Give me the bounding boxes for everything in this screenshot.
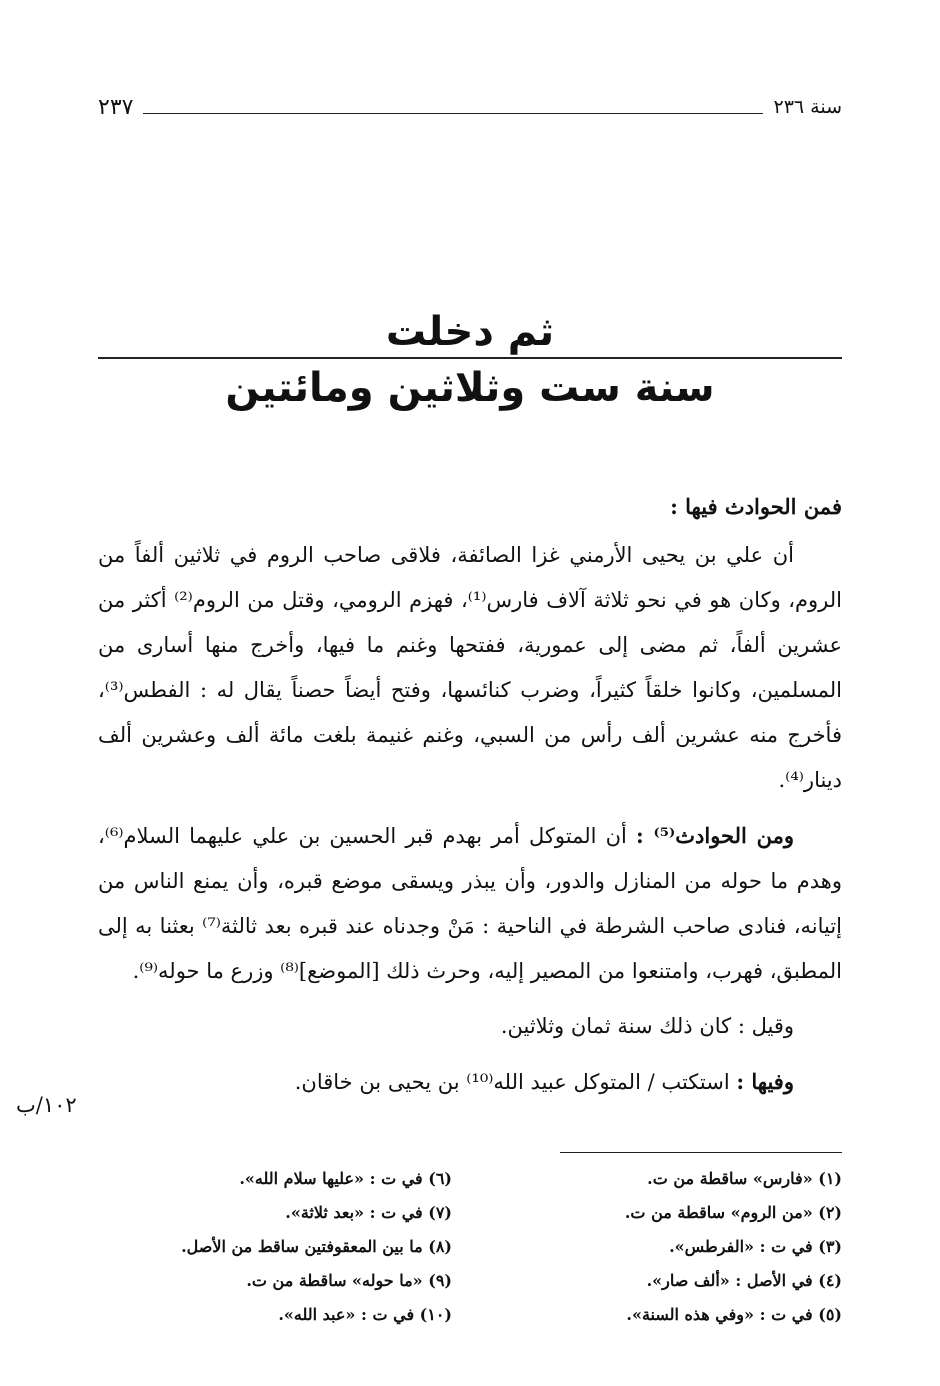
footnote: (٣) في ت : «الفرطس». [669, 1237, 842, 1256]
paragraph-2-text: أن المتوكل أمر بهدم قبر الحسين بن علي عليهما السلام⁽⁶⁾، وهدم ما حوله من المنازل والدور، وأن يبذر ويسقى موضع قبره، وأن يمنع الناس من إتيانه، فنادى صاحب الشرطة في الناحية : مَنْ وجدناه عند قبره بعد ثالثة⁽⁷⁾ بعثنا به إلى المطبق، فهرب، وامتنعوا من المصير إليه، وحرث ذلك [الموضع]⁽⁸⁾ وزرع ما حوله⁽⁹⁾. [98, 824, 843, 983]
footnote: (٢) «من الروم» ساقطة من ت. [624, 1203, 842, 1222]
paragraph-1: أن علي بن يحيى الأرمني غزا الصائفة، فلاقى صاحب الروم في ثلاثين ألفاً من الروم، وكان هو في نحو ثلاثة آلاف فارس⁽¹⁾، فهزم الرومي، وقتل من الروم⁽²⁾ أكثر من عشرين ألفاً، ثم مضى إلى عمورية، ففتحها وغنم ما فيها، وأخرج منها أسارى من المسلمين، وكانوا خلقاً كثيراً، وضرب كنائسها، وفتح أيضاً حصناً يقال له : الفطس⁽³⁾، فأخرج منه عشرين ألف رأس من السبي، وغنم غنيمة بلغت مائة ألف وعشرين ألف دينار⁽⁴⁾. [98, 543, 843, 792]
paragraph-3: وقيل : كان ذلك سنة ثمان وثلاثين. [500, 1014, 794, 1038]
running-header [98, 92, 842, 122]
footnote: (١) «فارس» ساقطة من ت. [647, 1169, 842, 1188]
header-rule [143, 113, 763, 114]
footnote: (٤) في الأصل : «ألف صار». [646, 1271, 842, 1290]
footnote: (٥) في ت : «وفي هذه السنة». [626, 1305, 842, 1324]
footnote: (٦) في ت : «عليها سلام الله». [239, 1169, 452, 1188]
footnotes-right-column [512, 1162, 842, 1332]
chapter-heading-line2: سنة ست وثلاثين ومائتين [225, 365, 715, 411]
footnote: (٩) «ما حوله» ساقطة من ت. [246, 1271, 452, 1290]
footnote-rule [560, 1152, 842, 1153]
paragraph-4-text: استكتب / المتوكل عبيد الله⁽¹⁰⁾ بن يحيى بن خاقان. [294, 1070, 737, 1094]
manuscript-folio-ref: ١٠٢/ب [16, 1093, 77, 1117]
footnote: (١٠) في ت : «عبد الله». [278, 1305, 452, 1324]
page-number: ٢٣٧ [98, 94, 134, 120]
footnote: (٨) ما بين المعقوفتين ساقط من الأصل. [181, 1237, 452, 1256]
intro-line: فمن الحوادث فيها : [670, 494, 842, 519]
body-text [98, 484, 842, 1105]
footnotes-left-column [122, 1162, 452, 1332]
heading-rule [98, 357, 842, 359]
paragraph-4 [98, 1059, 842, 1105]
footnotes [98, 1162, 842, 1332]
paragraph-2 [98, 813, 842, 994]
running-header-section: سنة ٢٣٦ [773, 96, 842, 118]
paragraph-4-lead: وفيها : [736, 1069, 794, 1094]
paragraph-2-lead: ومن الحوادث⁽⁵⁾ : [636, 823, 794, 848]
chapter-heading-line1: ثم دخلت [385, 309, 555, 355]
footnote: (٧) في ت : «بعد ثلاثة». [285, 1203, 452, 1222]
